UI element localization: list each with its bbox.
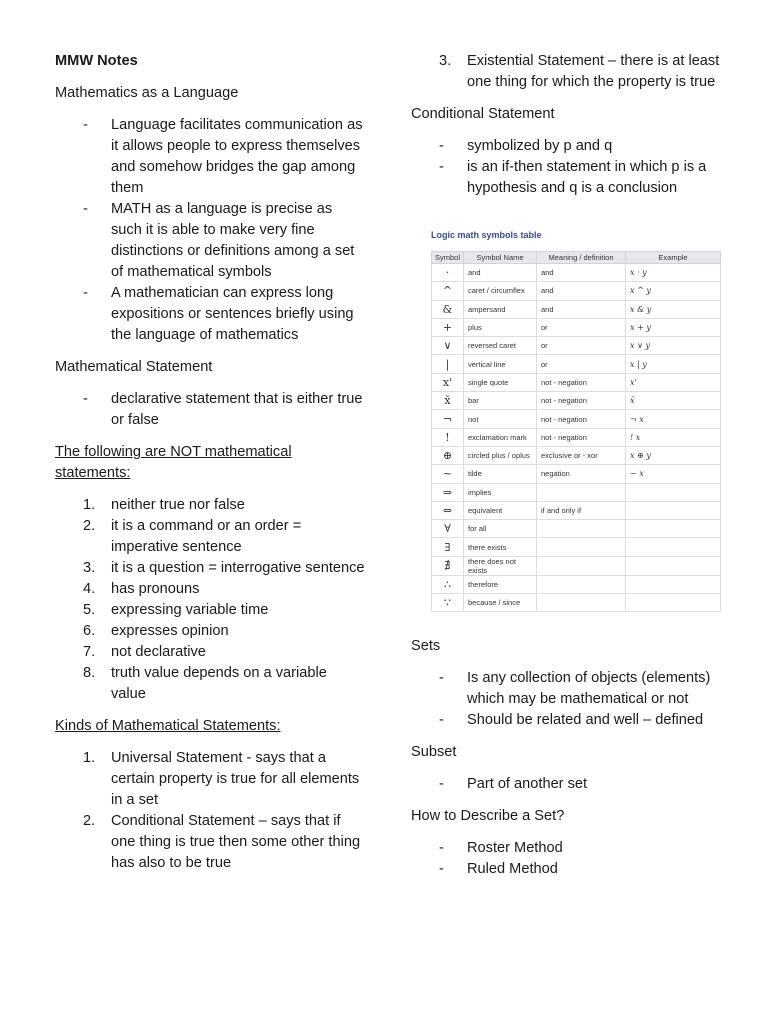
table-body <box>432 264 721 612</box>
table-row <box>432 373 721 391</box>
table-cell <box>626 538 721 556</box>
table-cell: ! <box>432 428 464 446</box>
list-item: - A mathematician can express long expositions or sentences briefly using the language of mathematics <box>83 285 354 343</box>
table-cell <box>537 575 626 593</box>
table-cell: x ^ y <box>626 282 721 300</box>
table-cell: ⊕ <box>432 446 464 464</box>
table-cell <box>537 538 626 556</box>
section-heading-language: Mathematics as a Language <box>55 85 239 101</box>
list-item: - Should be related and well – defined <box>439 712 704 729</box>
list-item: - Part of another set <box>439 776 588 793</box>
language-list <box>55 115 365 346</box>
table-cell <box>626 594 721 612</box>
table-cell: · <box>432 264 464 282</box>
section-heading-kinds: Kinds of Mathematical Statements: <box>55 718 281 734</box>
table-cell: ! x <box>626 428 721 446</box>
table-row <box>432 264 721 282</box>
not-statements-list <box>55 495 365 705</box>
table-cell: bar <box>464 392 537 410</box>
table-cell: vertical line <box>464 355 537 373</box>
list-item: 3. Existential Statement – there is at least one thing for which the property is true <box>439 53 720 90</box>
table-cell: x̄ <box>626 392 721 410</box>
list-item: - Roster Method <box>439 840 563 857</box>
list-item: 2. it is a command or an order = imperative sentence <box>83 518 302 555</box>
section-heading-describe: How to Describe a Set? <box>411 808 565 825</box>
table-row <box>432 355 721 373</box>
table-cell: ∄ <box>432 556 464 575</box>
table-cell: ∴ <box>432 575 464 593</box>
left-column <box>55 51 365 874</box>
table-cell: ∀ <box>432 520 464 538</box>
table-row <box>432 594 721 612</box>
list-item: 8. truth value depends on a variable value <box>83 665 327 702</box>
table-row <box>432 501 721 519</box>
list-item: - declarative statement that is either true or false <box>83 391 363 428</box>
table-cell: x̄ <box>432 392 464 410</box>
table-cell: plus <box>464 318 537 336</box>
logic-symbols-table-figure <box>431 229 731 612</box>
table-cell <box>626 501 721 519</box>
table-cell: or <box>537 318 626 336</box>
table-cell <box>537 556 626 575</box>
table-cell: negation <box>537 465 626 483</box>
right-column <box>411 51 731 880</box>
table-cell: exclusive or - xor <box>537 446 626 464</box>
column-header: Symbol Name <box>464 252 537 264</box>
section-heading-not-statements: The following are NOT mathematical statements: <box>55 444 292 481</box>
table-cell: there does not exists <box>464 556 537 575</box>
table-cell: single quote <box>464 373 537 391</box>
list-item: 7. not declarative <box>83 644 206 660</box>
table-cell: ∨ <box>432 337 464 355</box>
page-title: MMW Notes <box>55 53 138 69</box>
table-header-row <box>432 252 721 264</box>
table-row <box>432 300 721 318</box>
table-cell: tilde <box>464 465 537 483</box>
column-header: Symbol <box>432 252 464 264</box>
section-heading-statement: Mathematical Statement <box>55 359 213 375</box>
table-cell: not - negation <box>537 428 626 446</box>
table-cell: ~ x <box>626 465 721 483</box>
list-item: 4. has pronouns <box>83 581 200 597</box>
table-cell: circled plus / oplus <box>464 446 537 464</box>
table-cell: | <box>432 355 464 373</box>
table-cell: ∃ <box>432 538 464 556</box>
table-cell: or <box>537 337 626 355</box>
table-row <box>432 556 721 575</box>
table-cell: x | y <box>626 355 721 373</box>
kinds-list <box>55 748 365 874</box>
table-cell: and <box>464 264 537 282</box>
table-cell: or <box>537 355 626 373</box>
table-cell: x ⊕ y <box>626 446 721 464</box>
table-cell: not - negation <box>537 392 626 410</box>
table-row <box>432 410 721 428</box>
table-cell: not <box>464 410 537 428</box>
table-cell: & <box>432 300 464 318</box>
table-cell: + <box>432 318 464 336</box>
table-cell: if and only if <box>537 501 626 519</box>
table-cell: and <box>537 264 626 282</box>
table-cell <box>537 520 626 538</box>
list-item: - Ruled Method <box>439 861 558 878</box>
table-cell: ⇒ <box>432 483 464 501</box>
table-cell: x' <box>626 373 721 391</box>
table-cell <box>626 556 721 575</box>
table-row <box>432 575 721 593</box>
table-cell: ampersand <box>464 300 537 318</box>
list-item: 3. it is a question = interrogative sentence <box>83 560 365 576</box>
table-cell: not - negation <box>537 373 626 391</box>
table-row <box>432 428 721 446</box>
table-cell: not - negation <box>537 410 626 428</box>
table-cell: ∵ <box>432 594 464 612</box>
table-cell: x ∨ y <box>626 337 721 355</box>
table-cell: x + y <box>626 318 721 336</box>
section-heading-sets: Sets <box>411 638 441 655</box>
table-cell <box>537 483 626 501</box>
table-row <box>432 392 721 410</box>
list-item: - Is any collection of objects (elements) which may be mathematical or not <box>439 670 711 708</box>
table-cell: x' <box>432 373 464 391</box>
list-item: - MATH as a language is precise as such it is able to make very fine distinctions or definitions among a set of mathematical symbols <box>83 201 355 280</box>
list-item: 1. neither true nor false <box>83 497 245 513</box>
table-cell: ¬ <box>432 410 464 428</box>
table-row <box>432 520 721 538</box>
table-cell <box>626 483 721 501</box>
table-cell: exclamation mark <box>464 428 537 446</box>
section-heading-subset: Subset <box>411 744 457 761</box>
list-item: 1. Universal Statement - says that a certain property is true for all elements in a set <box>83 750 360 808</box>
table-row <box>432 465 721 483</box>
table-cell <box>626 575 721 593</box>
table-cell: there exists <box>464 538 537 556</box>
column-header: Example <box>626 252 721 264</box>
table-row <box>432 282 721 300</box>
table-cell: reversed caret <box>464 337 537 355</box>
table-cell: equivalent <box>464 501 537 519</box>
table-cell <box>537 594 626 612</box>
column-header: Meaning / definition <box>537 252 626 264</box>
table-cell: therefore <box>464 575 537 593</box>
list-item: - is an if-then statement in which p is a hypothesis and q is a conclusion <box>439 159 707 196</box>
list-item: - Language facilitates communication as it allows people to express themselves and somehow bridges the gap among them <box>83 117 363 196</box>
table-cell: ¬ x <box>626 410 721 428</box>
table-cell: for all <box>464 520 537 538</box>
table-row <box>432 538 721 556</box>
list-item: - symbolized by p and q <box>439 138 613 154</box>
table-cell: ~ <box>432 465 464 483</box>
table-cell <box>626 520 721 538</box>
table-cell: caret / circumflex <box>464 282 537 300</box>
list-item: 6. expresses opinion <box>83 623 229 639</box>
table-cell: x & y <box>626 300 721 318</box>
section-heading-conditional: Conditional Statement <box>411 106 555 122</box>
table-title: Logic math symbols table <box>431 230 542 240</box>
logic-symbols-table <box>431 251 721 612</box>
table-row <box>432 337 721 355</box>
table-cell: and <box>537 282 626 300</box>
table-cell: ⇔ <box>432 501 464 519</box>
table-cell: and <box>537 300 626 318</box>
table-cell: implies <box>464 483 537 501</box>
table-cell: x · y <box>626 264 721 282</box>
table-row <box>432 483 721 501</box>
list-item: 2. Conditional Statement – says that if one thing is true then some other thing has also to be true <box>83 813 361 871</box>
table-cell: ^ <box>432 282 464 300</box>
table-row <box>432 318 721 336</box>
table-cell: because / since <box>464 594 537 612</box>
list-item: 5. expressing variable time <box>83 602 269 618</box>
table-row <box>432 446 721 464</box>
